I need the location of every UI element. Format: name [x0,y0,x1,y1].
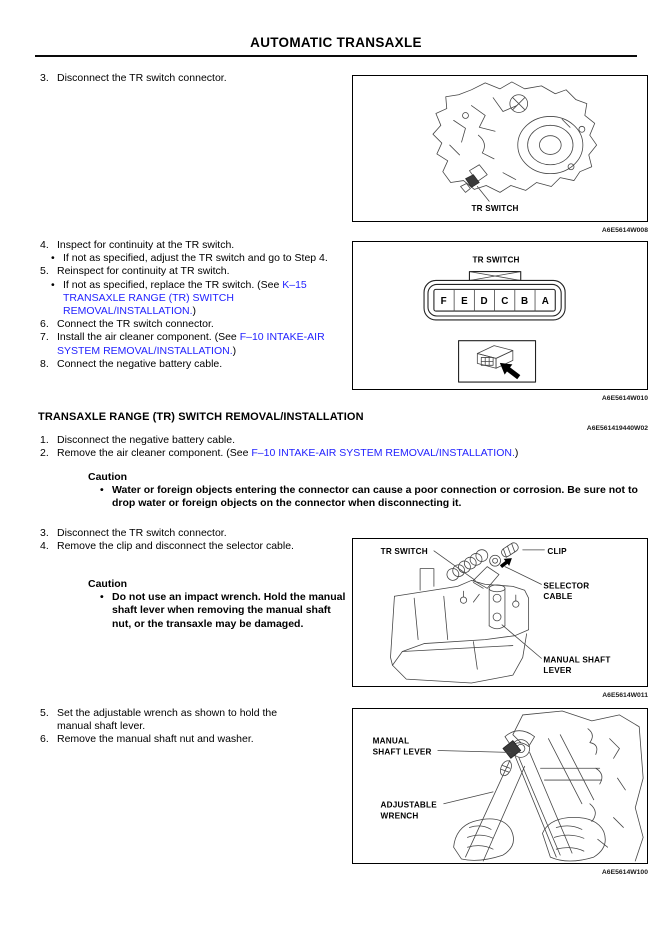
step-item [40,72,340,85]
bullet-marker: • [100,484,104,497]
tr-switch-part [461,165,490,201]
step-text: Reinspect for continuity at TR switch. [57,265,230,278]
step-item [40,331,330,357]
cross-reference-link[interactable]: F–10 INTAKE-AIR SYSTEM REMOVAL/INSTALLATION. [251,447,515,460]
step-bullet [40,252,330,265]
terminal-label: E [461,296,468,308]
figure-id: A6E5614W100 [601,869,648,876]
step-number: 5. [40,707,49,719]
step-text [57,447,645,460]
selector-cable-drawing [353,539,649,686]
fig2-label-tr-switch: TR SWITCH [472,255,520,265]
step-list [40,434,645,460]
fig4-label-wrench: WRENCH [380,811,419,821]
step-text [57,331,330,357]
step-number: 1. [40,434,49,446]
step-text: Disconnect the negative battery cable. [57,434,236,446]
step-text: Remove the clip and disconnect the selector cable. [57,540,294,553]
step-item [40,239,330,252]
step-item [40,540,302,553]
caution-text: Do not use an impact wrench. Hold the manual shaft lever when removing the manual shaft nut, or the transaxle may be damaged. [112,591,346,630]
step-number: 4. [40,239,49,251]
clip-part [498,541,519,570]
step-text: Remove the manual shaft nut and washer. [57,733,254,746]
terminal-label: A [541,296,550,308]
bullet-marker: • [51,252,55,265]
step-text-plain: Remove the air cleaner component. (See [57,447,252,460]
step-number: 2. [40,447,49,460]
cross-reference-link[interactable]: K–15 TRANSAXLE RANGE (TR) SWITCH REMOVAL/INSTALLATION. [63,278,307,318]
step-text: Disconnect the TR switch connector. [57,72,227,84]
fig1-label-tr-switch: TR SWITCH [471,204,519,214]
step-text-plain: Install the air cleaner component. (See [57,331,240,344]
engine-background [513,711,643,861]
section-doc-id: A6E561419440W02 [586,425,648,432]
fig3-label-selector: SELECTOR [543,581,590,591]
step-text-plain: ) [514,447,519,460]
manual-shaft-lever-arm [512,740,572,857]
leader-line [477,186,489,201]
selector-cable-spring [445,547,501,588]
figure-id: A6E5614W010 [601,395,648,402]
transaxle-case-outline [391,569,529,683]
section-title: TRANSAXLE RANGE (TR) SWITCH REMOVAL/INSTALLATION [38,411,364,423]
fig4-label-manual: MANUAL [372,736,410,746]
figure-selector-cable [352,538,648,687]
bullet-text [63,279,330,319]
step-number: 7. [40,331,49,344]
arrow-icon [496,358,523,382]
header-rule [35,55,637,57]
figure-tr-switch-connector [352,241,648,390]
step-number: 8. [40,357,49,370]
terminal-label: D [480,296,488,308]
step-number: 6. [40,318,49,331]
step-item [40,358,330,371]
caution-label: Caution [88,578,128,590]
figure-id: A6E5614W011 [602,692,648,699]
fig3-label-lever: LEVER [543,666,572,676]
transaxle-outline [433,82,597,192]
step-item [40,318,330,331]
step-number: 3. [40,72,49,84]
terminal-label: C [501,296,509,308]
step-text: Connect the negative battery cable. [57,357,223,370]
fig3-label-cable: CABLE [543,592,573,602]
step-number: 3. [40,527,49,539]
connector-inset [459,341,536,383]
figure-adjustable-wrench [352,708,648,864]
fig3-label-tr-switch: TR SWITCH [380,546,428,556]
fig4-label-adjustable: ADJUSTABLE [380,800,437,810]
manual-shaft-lever-part [473,582,505,628]
step-item [40,447,645,460]
caution-text: Water or foreign objects entering the connector can cause a poor connection or corrosion. Be sure not to drop water or foreign objects on the connector when disconnecting it. [112,484,638,510]
step-list [40,707,312,747]
caution-block [88,471,647,511]
terminal-label: B [521,296,529,308]
step-item [40,265,330,278]
step-item [40,733,312,746]
step-item [40,707,312,733]
connector-drawing [353,242,649,389]
terminal-label: F [440,296,447,308]
step-number: 5. [40,265,49,278]
step-number: 4. [40,540,49,553]
step-text: Connect the TR switch connector. [57,318,214,331]
bullet-marker: • [51,278,55,291]
transaxle-drawing [353,76,649,221]
bullet-text-plain: If not as specified, replace the TR switch. (See [63,278,283,291]
caution-label: Caution [88,471,128,483]
leader-lines [438,750,511,803]
fig3-label-clip: CLIP [547,546,567,556]
step-list [40,239,330,371]
step-item [40,434,645,447]
step-text-plain: ) [232,344,237,357]
cross-reference-link[interactable]: F–10 INTAKE-AIR SYSTEM REMOVAL/INSTALLATION. [57,331,325,357]
fig3-label-manual-shaft: MANUAL SHAFT [543,655,611,665]
figure-id: A6E5614W008 [601,227,648,234]
step-bullet [40,279,330,319]
wrench-drawing [353,709,649,863]
page-title: AUTOMATIC TRANSAXLE [250,35,422,50]
caution-block [88,578,350,631]
step-number: 6. [40,733,49,746]
figure-tr-switch-location [352,75,648,222]
step-text: Inspect for continuity at the TR switch. [57,239,235,251]
bullet-text: If not as specified, adjust the TR switch and go to Step 4. [63,252,328,265]
step-list [40,527,302,553]
step-text: Disconnect the TR switch connector. [57,527,227,539]
fig4-label-shaft-lever: SHAFT LEVER [372,747,432,757]
bullet-marker: • [100,591,104,604]
step-item [40,527,302,540]
step-text: Set the adjustable wrench as shown to hold the manual shaft lever. [57,707,278,733]
bullet-text-plain: ) [192,305,197,318]
hands [454,817,606,861]
